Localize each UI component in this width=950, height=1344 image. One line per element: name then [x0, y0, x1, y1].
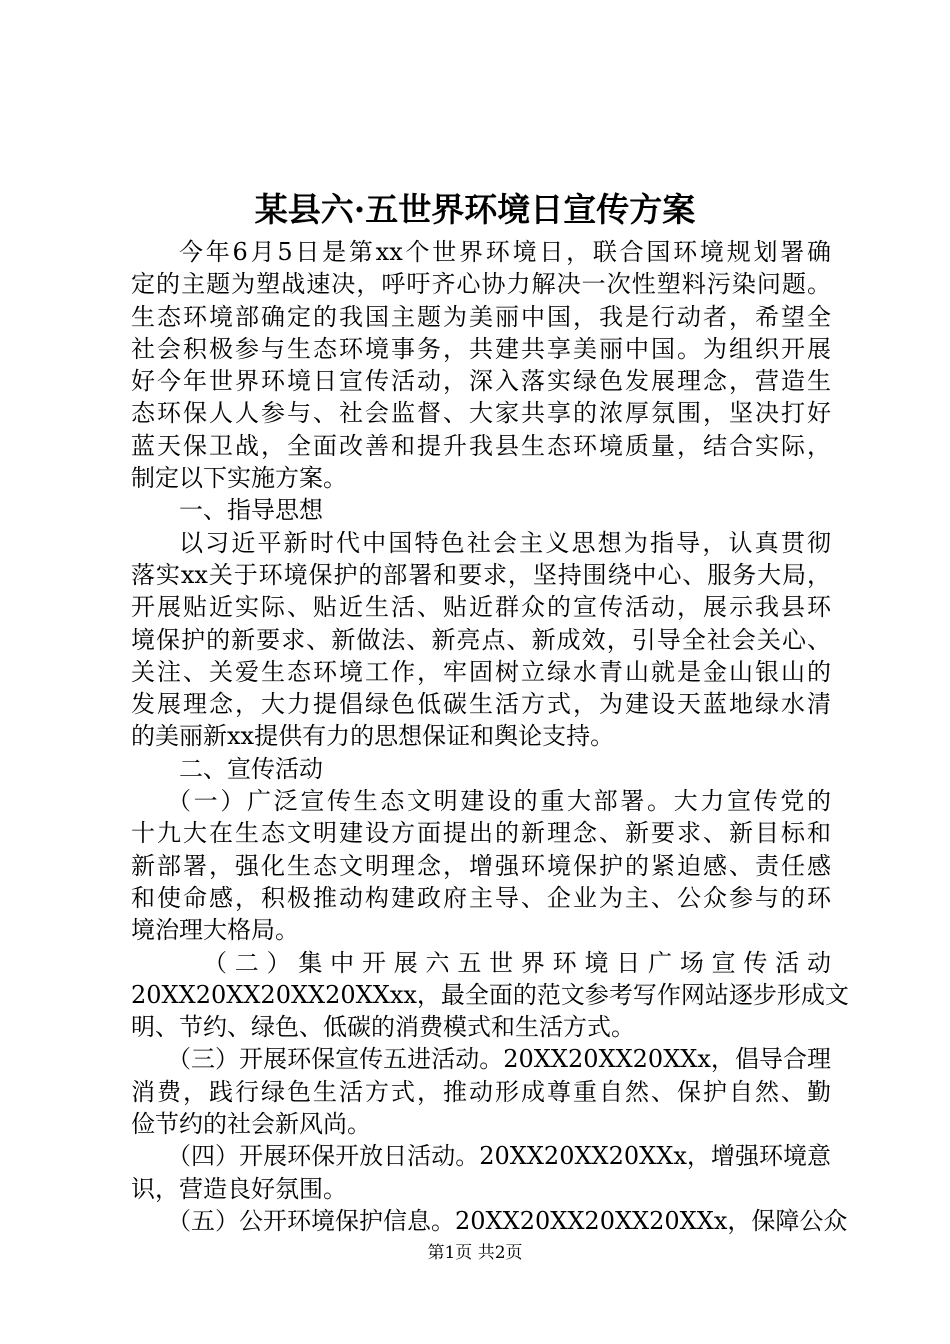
paragraph-line: 今年6月5日是第xx个世界环境日，联合国环境规划署确	[179, 238, 831, 266]
paragraph-line: 新部署，强化生态文明理念，增强环境保护的紧迫感、责任感	[131, 851, 831, 880]
paragraph-line: 20XX20XX20XX20XXxx，最全面的范文参考写作网站逐步形成文	[131, 980, 849, 1009]
paragraph-line: 生态环境部确定的我国主题为美丽中国，我是行动者，希望全	[131, 302, 831, 331]
section-heading: 一、指导思想	[179, 496, 323, 525]
paragraph-line: 境治理大格局。	[131, 916, 299, 945]
paragraph-line: 明、节约、绿色、低碳的消费模式和生活方式。	[131, 1013, 635, 1042]
paragraph-line: 境保护的新要求、新做法、新亮点、新成效，引导全社会关心、	[131, 625, 831, 654]
paragraph-line: （五）公开环境保护信息。20XX20XX20XX20XXx，保障公众	[167, 1206, 848, 1235]
paragraph-line: 和使命感，积极推动构建政府主导、企业为主、公众参与的环	[131, 883, 831, 912]
document-body	[131, 236, 849, 1237]
page-title: 某县六·五世界环境日宣传方案	[254, 190, 696, 229]
paragraph-line: 制定以下实施方案。	[131, 464, 347, 493]
paragraph-line: 消费，践行绿色生活方式，推动形成尊重自然、保护自然、勤	[131, 1077, 831, 1106]
paragraph-line: 关注、关爱生态环境工作，牢固树立绿水青山就是金山银山的	[131, 657, 831, 686]
paragraph-line: 好今年世界环境日宣传活动，深入落实绿色发展理念，营造生	[131, 367, 831, 396]
paragraph-line: （四）开展环保开放日活动。20XX20XX20XXx，增强环境意	[167, 1142, 831, 1171]
paragraph-line: 落实xx关于环境保护的部署和要求，坚持围绕中心、服务大局，	[131, 560, 831, 589]
paragraph-line: 十九大在生态文明建设方面提出的新理念、新要求、新目标和	[131, 819, 831, 848]
paragraph-line: （二）集中开展六五世界环境日广场宣传活动	[203, 948, 831, 977]
section-heading: 二、宣传活动	[179, 754, 323, 783]
paragraph-line: （三）开展环保宣传五进活动。20XX20XX20XXx，倡导合理	[167, 1045, 831, 1074]
paragraph-line: （一）广泛宣传生态文明建设的重大部署。大力宣传党的	[167, 787, 831, 816]
paragraph-line: 定的主题为塑战速决，呼吁齐心协力解决一次性塑料污染问题。	[131, 270, 831, 299]
paragraph-line: 的美丽新xx提供有力的思想保证和舆论支持。	[131, 722, 615, 751]
paragraph-line: 开展贴近实际、贴近生活、贴近群众的宣传活动，展示我县环	[131, 593, 831, 622]
paragraph-line: 社会积极参与生态环境事务，共建共享美丽中国。为组织开展	[131, 334, 831, 363]
paragraph-line: 发展理念，大力提倡绿色低碳生活方式，为建设天蓝地绿水清	[131, 690, 831, 719]
paragraph-line: 蓝天保卫战，全面改善和提升我县生态环境质量，结合实际，	[131, 431, 831, 460]
paragraph-line: 以习近平新时代中国特色社会主义思想为指导，认真贯彻	[179, 528, 831, 557]
page-number-footer: 第1页 共2页	[427, 1243, 523, 1263]
paragraph-line: 俭节约的社会新风尚。	[131, 1110, 371, 1139]
paragraph-line: 态环保人人参与、社会监督、大家共享的浓厚氛围，坚决打好	[131, 399, 831, 428]
paragraph-line: 识，营造良好氛围。	[131, 1174, 347, 1203]
